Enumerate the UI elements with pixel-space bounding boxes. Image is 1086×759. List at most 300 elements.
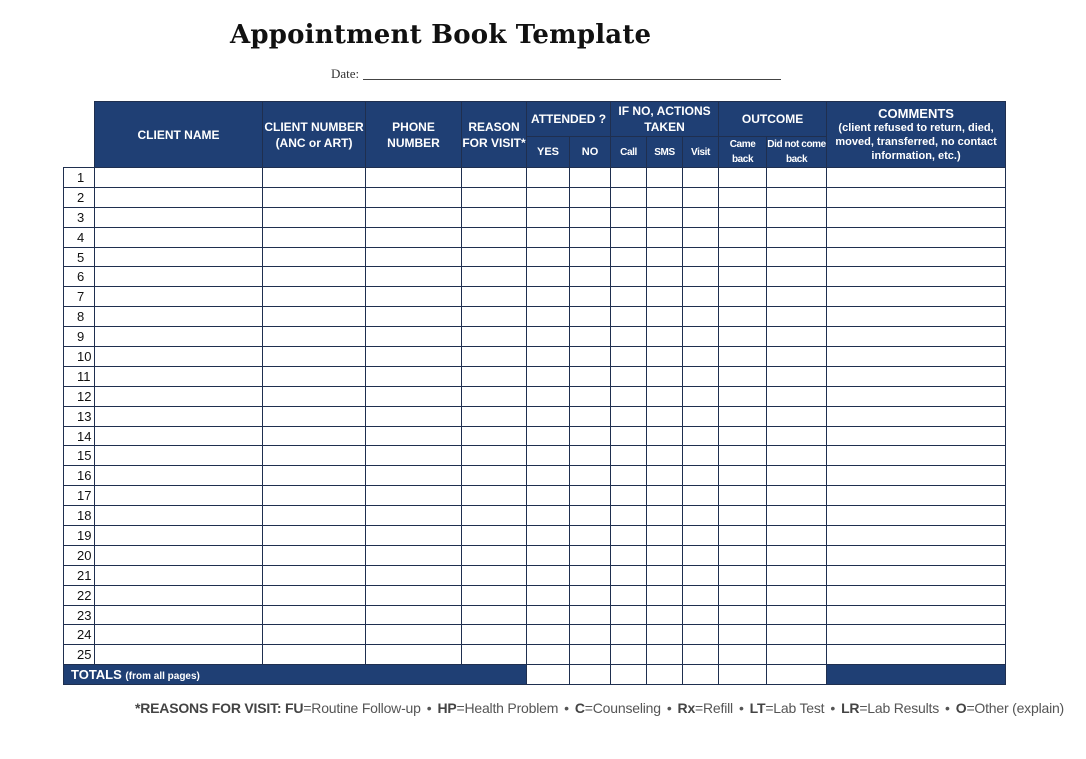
- action-call-cell[interactable]: [611, 307, 647, 327]
- action-visit-cell[interactable]: [683, 526, 719, 546]
- action-sms-cell[interactable]: [647, 406, 683, 426]
- phone-number-cell[interactable]: [366, 486, 462, 506]
- comments-cell[interactable]: [827, 406, 1006, 426]
- outcome-did-not-cell[interactable]: [767, 347, 827, 367]
- client-name-cell[interactable]: [95, 486, 263, 506]
- reason-cell[interactable]: [462, 307, 527, 327]
- action-visit-cell[interactable]: [683, 366, 719, 386]
- comments-cell[interactable]: [827, 506, 1006, 526]
- client-number-cell[interactable]: [263, 247, 366, 267]
- comments-cell[interactable]: [827, 227, 1006, 247]
- action-visit-cell[interactable]: [683, 168, 719, 188]
- reason-cell[interactable]: [462, 506, 527, 526]
- action-visit-cell[interactable]: [683, 227, 719, 247]
- phone-number-cell[interactable]: [366, 426, 462, 446]
- client-name-cell[interactable]: [95, 605, 263, 625]
- attended-no-cell[interactable]: [570, 645, 611, 665]
- action-sms-cell[interactable]: [647, 327, 683, 347]
- outcome-did-not-cell[interactable]: [767, 526, 827, 546]
- comments-cell[interactable]: [827, 605, 1006, 625]
- client-name-cell[interactable]: [95, 386, 263, 406]
- outcome-did-not-cell[interactable]: [767, 207, 827, 227]
- outcome-did-not-cell[interactable]: [767, 486, 827, 506]
- outcome-came-back-cell[interactable]: [719, 486, 767, 506]
- phone-number-cell[interactable]: [366, 526, 462, 546]
- outcome-did-not-cell[interactable]: [767, 506, 827, 526]
- action-sms-cell[interactable]: [647, 565, 683, 585]
- action-sms-cell[interactable]: [647, 545, 683, 565]
- reason-cell[interactable]: [462, 545, 527, 565]
- comments-cell[interactable]: [827, 307, 1006, 327]
- outcome-did-not-cell[interactable]: [767, 307, 827, 327]
- attended-no-cell[interactable]: [570, 366, 611, 386]
- client-name-cell[interactable]: [95, 267, 263, 287]
- action-sms-cell[interactable]: [647, 506, 683, 526]
- client-name-cell[interactable]: [95, 625, 263, 645]
- client-number-cell[interactable]: [263, 565, 366, 585]
- action-visit-cell[interactable]: [683, 486, 719, 506]
- reason-cell[interactable]: [462, 605, 527, 625]
- outcome-came-back-cell[interactable]: [719, 506, 767, 526]
- outcome-did-not-cell[interactable]: [767, 446, 827, 466]
- attended-no-cell[interactable]: [570, 187, 611, 207]
- action-visit-cell[interactable]: [683, 247, 719, 267]
- outcome-did-not-cell[interactable]: [767, 168, 827, 188]
- outcome-came-back-cell[interactable]: [719, 446, 767, 466]
- phone-number-cell[interactable]: [366, 605, 462, 625]
- comments-cell[interactable]: [827, 645, 1006, 665]
- action-sms-cell[interactable]: [647, 486, 683, 506]
- outcome-came-back-cell[interactable]: [719, 645, 767, 665]
- action-call-cell[interactable]: [611, 386, 647, 406]
- outcome-did-not-cell[interactable]: [767, 466, 827, 486]
- action-sms-cell[interactable]: [647, 247, 683, 267]
- action-visit-cell[interactable]: [683, 585, 719, 605]
- attended-yes-cell[interactable]: [527, 347, 570, 367]
- action-call-cell[interactable]: [611, 565, 647, 585]
- client-name-cell[interactable]: [95, 585, 263, 605]
- client-number-cell[interactable]: [263, 227, 366, 247]
- action-call-cell[interactable]: [611, 466, 647, 486]
- attended-yes-cell[interactable]: [527, 565, 570, 585]
- client-name-cell[interactable]: [95, 426, 263, 446]
- attended-no-cell[interactable]: [570, 585, 611, 605]
- attended-no-cell[interactable]: [570, 625, 611, 645]
- action-sms-cell[interactable]: [647, 287, 683, 307]
- attended-yes-cell[interactable]: [527, 366, 570, 386]
- outcome-came-back-cell[interactable]: [719, 526, 767, 546]
- outcome-came-back-cell[interactable]: [719, 406, 767, 426]
- action-visit-cell[interactable]: [683, 466, 719, 486]
- outcome-did-not-cell[interactable]: [767, 406, 827, 426]
- client-name-cell[interactable]: [95, 466, 263, 486]
- action-visit-cell[interactable]: [683, 287, 719, 307]
- reason-cell[interactable]: [462, 168, 527, 188]
- attended-yes-cell[interactable]: [527, 446, 570, 466]
- action-visit-cell[interactable]: [683, 605, 719, 625]
- client-number-cell[interactable]: [263, 406, 366, 426]
- comments-cell[interactable]: [827, 347, 1006, 367]
- action-sms-cell[interactable]: [647, 187, 683, 207]
- reason-cell[interactable]: [462, 446, 527, 466]
- action-sms-cell[interactable]: [647, 446, 683, 466]
- action-sms-cell[interactable]: [647, 227, 683, 247]
- totals-cell-no[interactable]: [570, 665, 611, 685]
- phone-number-cell[interactable]: [366, 207, 462, 227]
- reason-cell[interactable]: [462, 526, 527, 546]
- action-visit-cell[interactable]: [683, 406, 719, 426]
- action-visit-cell[interactable]: [683, 267, 719, 287]
- client-number-cell[interactable]: [263, 506, 366, 526]
- client-number-cell[interactable]: [263, 545, 366, 565]
- action-sms-cell[interactable]: [647, 526, 683, 546]
- outcome-did-not-cell[interactable]: [767, 227, 827, 247]
- phone-number-cell[interactable]: [366, 446, 462, 466]
- attended-yes-cell[interactable]: [527, 625, 570, 645]
- action-visit-cell[interactable]: [683, 446, 719, 466]
- client-number-cell[interactable]: [263, 347, 366, 367]
- action-call-cell[interactable]: [611, 585, 647, 605]
- client-number-cell[interactable]: [263, 187, 366, 207]
- client-number-cell[interactable]: [263, 486, 366, 506]
- client-name-cell[interactable]: [95, 406, 263, 426]
- client-name-cell[interactable]: [95, 366, 263, 386]
- action-visit-cell[interactable]: [683, 545, 719, 565]
- outcome-came-back-cell[interactable]: [719, 187, 767, 207]
- client-number-cell[interactable]: [263, 386, 366, 406]
- client-number-cell[interactable]: [263, 625, 366, 645]
- phone-number-cell[interactable]: [366, 585, 462, 605]
- attended-no-cell[interactable]: [570, 227, 611, 247]
- comments-cell[interactable]: [827, 585, 1006, 605]
- comments-cell[interactable]: [827, 466, 1006, 486]
- attended-yes-cell[interactable]: [527, 605, 570, 625]
- phone-number-cell[interactable]: [366, 327, 462, 347]
- attended-yes-cell[interactable]: [527, 168, 570, 188]
- attended-no-cell[interactable]: [570, 267, 611, 287]
- attended-yes-cell[interactable]: [527, 406, 570, 426]
- outcome-did-not-cell[interactable]: [767, 605, 827, 625]
- comments-cell[interactable]: [827, 526, 1006, 546]
- reason-cell[interactable]: [462, 187, 527, 207]
- action-visit-cell[interactable]: [683, 506, 719, 526]
- phone-number-cell[interactable]: [366, 247, 462, 267]
- attended-yes-cell[interactable]: [527, 645, 570, 665]
- phone-number-cell[interactable]: [366, 267, 462, 287]
- comments-cell[interactable]: [827, 366, 1006, 386]
- client-name-cell[interactable]: [95, 446, 263, 466]
- phone-number-cell[interactable]: [366, 645, 462, 665]
- attended-no-cell[interactable]: [570, 406, 611, 426]
- comments-cell[interactable]: [827, 625, 1006, 645]
- reason-cell[interactable]: [462, 267, 527, 287]
- totals-cell-sms[interactable]: [647, 665, 683, 685]
- attended-no-cell[interactable]: [570, 287, 611, 307]
- reason-cell[interactable]: [462, 247, 527, 267]
- attended-no-cell[interactable]: [570, 466, 611, 486]
- action-call-cell[interactable]: [611, 446, 647, 466]
- attended-yes-cell[interactable]: [527, 386, 570, 406]
- action-sms-cell[interactable]: [647, 347, 683, 367]
- attended-no-cell[interactable]: [570, 386, 611, 406]
- action-visit-cell[interactable]: [683, 307, 719, 327]
- action-sms-cell[interactable]: [647, 267, 683, 287]
- attended-no-cell[interactable]: [570, 506, 611, 526]
- outcome-did-not-cell[interactable]: [767, 327, 827, 347]
- outcome-came-back-cell[interactable]: [719, 625, 767, 645]
- outcome-came-back-cell[interactable]: [719, 347, 767, 367]
- phone-number-cell[interactable]: [366, 366, 462, 386]
- action-sms-cell[interactable]: [647, 625, 683, 645]
- outcome-did-not-cell[interactable]: [767, 565, 827, 585]
- action-call-cell[interactable]: [611, 168, 647, 188]
- action-visit-cell[interactable]: [683, 207, 719, 227]
- action-call-cell[interactable]: [611, 645, 647, 665]
- outcome-came-back-cell[interactable]: [719, 287, 767, 307]
- outcome-did-not-cell[interactable]: [767, 187, 827, 207]
- attended-yes-cell[interactable]: [527, 227, 570, 247]
- outcome-did-not-cell[interactable]: [767, 366, 827, 386]
- action-sms-cell[interactable]: [647, 207, 683, 227]
- outcome-came-back-cell[interactable]: [719, 267, 767, 287]
- client-name-cell[interactable]: [95, 207, 263, 227]
- reason-cell[interactable]: [462, 207, 527, 227]
- comments-cell[interactable]: [827, 168, 1006, 188]
- action-call-cell[interactable]: [611, 347, 647, 367]
- reason-cell[interactable]: [462, 486, 527, 506]
- phone-number-cell[interactable]: [366, 287, 462, 307]
- attended-no-cell[interactable]: [570, 426, 611, 446]
- phone-number-cell[interactable]: [366, 307, 462, 327]
- totals-cell-came-back[interactable]: [719, 665, 767, 685]
- client-name-cell[interactable]: [95, 287, 263, 307]
- action-sms-cell[interactable]: [647, 466, 683, 486]
- client-name-cell[interactable]: [95, 347, 263, 367]
- attended-no-cell[interactable]: [570, 307, 611, 327]
- action-call-cell[interactable]: [611, 406, 647, 426]
- comments-cell[interactable]: [827, 187, 1006, 207]
- attended-no-cell[interactable]: [570, 526, 611, 546]
- outcome-did-not-cell[interactable]: [767, 625, 827, 645]
- client-number-cell[interactable]: [263, 526, 366, 546]
- attended-yes-cell[interactable]: [527, 327, 570, 347]
- action-sms-cell[interactable]: [647, 585, 683, 605]
- client-name-cell[interactable]: [95, 545, 263, 565]
- attended-yes-cell[interactable]: [527, 585, 570, 605]
- action-sms-cell[interactable]: [647, 645, 683, 665]
- action-sms-cell[interactable]: [647, 307, 683, 327]
- phone-number-cell[interactable]: [366, 187, 462, 207]
- comments-cell[interactable]: [827, 386, 1006, 406]
- action-sms-cell[interactable]: [647, 386, 683, 406]
- client-number-cell[interactable]: [263, 327, 366, 347]
- phone-number-cell[interactable]: [366, 506, 462, 526]
- attended-no-cell[interactable]: [570, 168, 611, 188]
- date-line[interactable]: [363, 67, 781, 80]
- comments-cell[interactable]: [827, 446, 1006, 466]
- reason-cell[interactable]: [462, 366, 527, 386]
- action-call-cell[interactable]: [611, 227, 647, 247]
- action-sms-cell[interactable]: [647, 366, 683, 386]
- attended-yes-cell[interactable]: [527, 207, 570, 227]
- outcome-came-back-cell[interactable]: [719, 565, 767, 585]
- action-visit-cell[interactable]: [683, 386, 719, 406]
- comments-cell[interactable]: [827, 327, 1006, 347]
- attended-yes-cell[interactable]: [527, 267, 570, 287]
- client-name-cell[interactable]: [95, 645, 263, 665]
- action-call-cell[interactable]: [611, 605, 647, 625]
- attended-no-cell[interactable]: [570, 207, 611, 227]
- outcome-came-back-cell[interactable]: [719, 207, 767, 227]
- action-sms-cell[interactable]: [647, 168, 683, 188]
- action-call-cell[interactable]: [611, 526, 647, 546]
- reason-cell[interactable]: [462, 227, 527, 247]
- client-number-cell[interactable]: [263, 426, 366, 446]
- action-visit-cell[interactable]: [683, 565, 719, 585]
- outcome-came-back-cell[interactable]: [719, 168, 767, 188]
- outcome-did-not-cell[interactable]: [767, 247, 827, 267]
- attended-no-cell[interactable]: [570, 565, 611, 585]
- action-visit-cell[interactable]: [683, 327, 719, 347]
- totals-cell-yes[interactable]: [527, 665, 570, 685]
- comments-cell[interactable]: [827, 565, 1006, 585]
- outcome-did-not-cell[interactable]: [767, 545, 827, 565]
- attended-no-cell[interactable]: [570, 605, 611, 625]
- client-name-cell[interactable]: [95, 227, 263, 247]
- client-name-cell[interactable]: [95, 327, 263, 347]
- outcome-came-back-cell[interactable]: [719, 605, 767, 625]
- totals-cell-call[interactable]: [611, 665, 647, 685]
- attended-yes-cell[interactable]: [527, 426, 570, 446]
- comments-cell[interactable]: [827, 545, 1006, 565]
- reason-cell[interactable]: [462, 327, 527, 347]
- outcome-did-not-cell[interactable]: [767, 645, 827, 665]
- attended-yes-cell[interactable]: [527, 545, 570, 565]
- phone-number-cell[interactable]: [366, 347, 462, 367]
- action-call-cell[interactable]: [611, 247, 647, 267]
- attended-no-cell[interactable]: [570, 446, 611, 466]
- attended-no-cell[interactable]: [570, 327, 611, 347]
- action-visit-cell[interactable]: [683, 347, 719, 367]
- client-number-cell[interactable]: [263, 645, 366, 665]
- reason-cell[interactable]: [462, 287, 527, 307]
- action-call-cell[interactable]: [611, 426, 647, 446]
- action-sms-cell[interactable]: [647, 426, 683, 446]
- client-number-cell[interactable]: [263, 605, 366, 625]
- comments-cell[interactable]: [827, 287, 1006, 307]
- action-visit-cell[interactable]: [683, 645, 719, 665]
- outcome-came-back-cell[interactable]: [719, 545, 767, 565]
- attended-yes-cell[interactable]: [527, 466, 570, 486]
- attended-yes-cell[interactable]: [527, 287, 570, 307]
- client-number-cell[interactable]: [263, 446, 366, 466]
- comments-cell[interactable]: [827, 267, 1006, 287]
- comments-cell[interactable]: [827, 207, 1006, 227]
- client-number-cell[interactable]: [263, 366, 366, 386]
- client-name-cell[interactable]: [95, 168, 263, 188]
- outcome-came-back-cell[interactable]: [719, 426, 767, 446]
- action-call-cell[interactable]: [611, 187, 647, 207]
- client-name-cell[interactable]: [95, 307, 263, 327]
- reason-cell[interactable]: [462, 585, 527, 605]
- outcome-came-back-cell[interactable]: [719, 327, 767, 347]
- outcome-did-not-cell[interactable]: [767, 585, 827, 605]
- outcome-came-back-cell[interactable]: [719, 585, 767, 605]
- client-number-cell[interactable]: [263, 168, 366, 188]
- totals-cell-visit[interactable]: [683, 665, 719, 685]
- client-number-cell[interactable]: [263, 466, 366, 486]
- phone-number-cell[interactable]: [366, 227, 462, 247]
- comments-cell[interactable]: [827, 426, 1006, 446]
- attended-yes-cell[interactable]: [527, 187, 570, 207]
- outcome-came-back-cell[interactable]: [719, 466, 767, 486]
- action-sms-cell[interactable]: [647, 605, 683, 625]
- client-name-cell[interactable]: [95, 247, 263, 267]
- client-name-cell[interactable]: [95, 565, 263, 585]
- action-call-cell[interactable]: [611, 267, 647, 287]
- phone-number-cell[interactable]: [366, 168, 462, 188]
- outcome-came-back-cell[interactable]: [719, 247, 767, 267]
- client-name-cell[interactable]: [95, 526, 263, 546]
- client-number-cell[interactable]: [263, 585, 366, 605]
- client-number-cell[interactable]: [263, 307, 366, 327]
- action-call-cell[interactable]: [611, 366, 647, 386]
- date-field[interactable]: [331, 66, 781, 82]
- outcome-did-not-cell[interactable]: [767, 426, 827, 446]
- outcome-came-back-cell[interactable]: [719, 227, 767, 247]
- attended-yes-cell[interactable]: [527, 526, 570, 546]
- totals-cell-did-not[interactable]: [767, 665, 827, 685]
- outcome-did-not-cell[interactable]: [767, 287, 827, 307]
- action-call-cell[interactable]: [611, 506, 647, 526]
- reason-cell[interactable]: [462, 645, 527, 665]
- phone-number-cell[interactable]: [366, 406, 462, 426]
- client-number-cell[interactable]: [263, 267, 366, 287]
- outcome-came-back-cell[interactable]: [719, 307, 767, 327]
- phone-number-cell[interactable]: [366, 386, 462, 406]
- phone-number-cell[interactable]: [366, 466, 462, 486]
- client-name-cell[interactable]: [95, 187, 263, 207]
- outcome-did-not-cell[interactable]: [767, 267, 827, 287]
- reason-cell[interactable]: [462, 347, 527, 367]
- phone-number-cell[interactable]: [366, 545, 462, 565]
- reason-cell[interactable]: [462, 625, 527, 645]
- reason-cell[interactable]: [462, 565, 527, 585]
- reason-cell[interactable]: [462, 426, 527, 446]
- action-call-cell[interactable]: [611, 327, 647, 347]
- attended-yes-cell[interactable]: [527, 307, 570, 327]
- action-call-cell[interactable]: [611, 545, 647, 565]
- action-visit-cell[interactable]: [683, 187, 719, 207]
- action-visit-cell[interactable]: [683, 625, 719, 645]
- attended-no-cell[interactable]: [570, 545, 611, 565]
- client-name-cell[interactable]: [95, 506, 263, 526]
- outcome-did-not-cell[interactable]: [767, 386, 827, 406]
- action-call-cell[interactable]: [611, 207, 647, 227]
- reason-cell[interactable]: [462, 466, 527, 486]
- attended-yes-cell[interactable]: [527, 247, 570, 267]
- action-visit-cell[interactable]: [683, 426, 719, 446]
- attended-yes-cell[interactable]: [527, 486, 570, 506]
- action-call-cell[interactable]: [611, 625, 647, 645]
- attended-yes-cell[interactable]: [527, 506, 570, 526]
- comments-cell[interactable]: [827, 486, 1006, 506]
- phone-number-cell[interactable]: [366, 565, 462, 585]
- action-call-cell[interactable]: [611, 486, 647, 506]
- phone-number-cell[interactable]: [366, 625, 462, 645]
- client-number-cell[interactable]: [263, 207, 366, 227]
- outcome-came-back-cell[interactable]: [719, 386, 767, 406]
